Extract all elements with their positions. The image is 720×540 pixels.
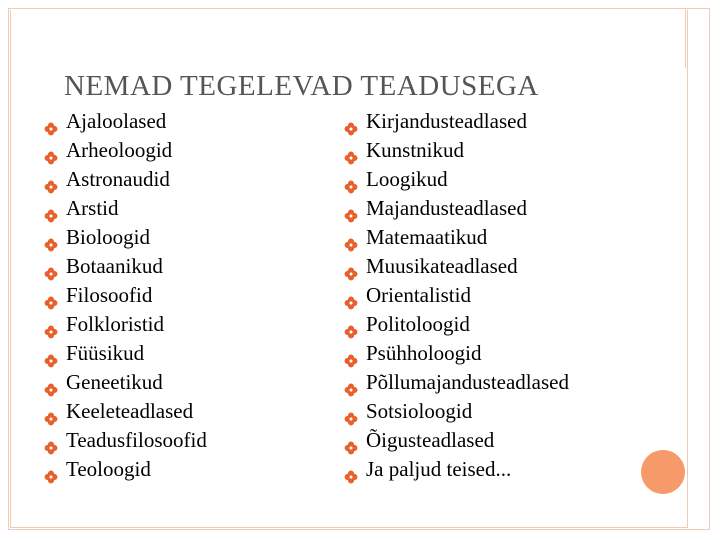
list-item <box>44 397 207 426</box>
list-item <box>44 339 207 368</box>
list-item-label: Botaanikud <box>66 254 163 278</box>
clover-leaf-icon <box>44 376 58 390</box>
list-item-label: Loogikud <box>366 167 448 191</box>
list-item <box>44 165 207 194</box>
clover-leaf-icon <box>44 173 58 187</box>
list-item <box>44 107 207 136</box>
list-item <box>44 455 207 484</box>
clover-leaf-icon <box>344 115 358 129</box>
list-item <box>44 136 207 165</box>
clover-leaf-icon <box>44 144 58 158</box>
list-item-label: Kirjandusteadlased <box>366 109 527 133</box>
left-list <box>44 107 207 484</box>
clover-leaf-icon <box>344 376 358 390</box>
list-item-label: Keeleteadlased <box>66 399 194 423</box>
list-item <box>344 397 569 426</box>
list-item-label: Majandusteadlased <box>366 196 527 220</box>
list-item-label: Astronaudid <box>66 167 170 191</box>
clover-leaf-icon <box>44 405 58 419</box>
list-item-label: Bioloogid <box>66 225 151 249</box>
list-item <box>344 281 569 310</box>
clover-leaf-icon <box>344 202 358 216</box>
clover-leaf-icon <box>44 260 58 274</box>
list-item <box>44 252 207 281</box>
clover-leaf-icon <box>44 289 58 303</box>
list-item <box>344 426 569 455</box>
list-item <box>44 368 207 397</box>
clover-leaf-icon <box>344 173 358 187</box>
clover-leaf-icon <box>344 405 358 419</box>
clover-leaf-icon <box>344 347 358 361</box>
list-item-label: Orientalistid <box>366 283 471 307</box>
list-item-label: Kunstnikud <box>366 138 465 162</box>
clover-leaf-icon <box>44 231 58 245</box>
list-item <box>344 455 569 484</box>
list-item-label: Filosoofid <box>66 283 153 307</box>
clover-leaf-icon <box>344 260 358 274</box>
list-item <box>44 426 207 455</box>
list-item-label: Psühholoogid <box>366 341 482 365</box>
list-item <box>344 165 569 194</box>
list-item <box>344 252 569 281</box>
list-item-label: Teoloogid <box>66 457 151 481</box>
list-item <box>344 310 569 339</box>
list-item-label: Põllumajandusteadlased <box>366 370 569 394</box>
list-item <box>44 310 207 339</box>
list-item <box>344 107 569 136</box>
list-item-label: Matemaatikud <box>366 225 488 249</box>
decorative-circle <box>641 450 685 494</box>
clover-leaf-icon <box>44 115 58 129</box>
clover-leaf-icon <box>44 347 58 361</box>
clover-leaf-icon <box>44 202 58 216</box>
list-item-label: Teadusfilosoofid <box>66 428 207 452</box>
clover-leaf-icon <box>44 318 58 332</box>
clover-leaf-icon <box>344 434 358 448</box>
list-item-label: Sotsioloogid <box>366 399 473 423</box>
list-item-label: Õigusteadlased <box>366 428 495 452</box>
clover-leaf-icon <box>344 318 358 332</box>
list-item-label: Arheoloogid <box>66 138 173 162</box>
clover-leaf-icon <box>44 463 58 477</box>
list-item <box>344 194 569 223</box>
list-item <box>344 339 569 368</box>
list-item-label: Folkloristid <box>66 312 165 336</box>
list-item-label: Geneetikud <box>66 370 163 394</box>
list-item-label: Arstid <box>66 196 119 220</box>
list-item <box>344 368 569 397</box>
list-item <box>344 136 569 165</box>
list-item-label: Füüsikud <box>66 341 145 365</box>
clover-leaf-icon <box>344 463 358 477</box>
list-item-label: Politoloogid <box>366 312 470 336</box>
clover-leaf-icon <box>344 231 358 245</box>
list-item <box>344 223 569 252</box>
list-item-label: Muusikateadlased <box>366 254 518 278</box>
clover-leaf-icon <box>344 289 358 303</box>
slide-title: NEMAD TEGELEVAD TEADUSEGA <box>64 70 539 102</box>
slide-frame-rule <box>685 8 686 68</box>
clover-leaf-icon <box>344 144 358 158</box>
list-item-label: Ja paljud teised... <box>366 457 512 481</box>
list-item <box>44 194 207 223</box>
clover-leaf-icon <box>44 434 58 448</box>
list-item <box>44 223 207 252</box>
list-item <box>44 281 207 310</box>
list-item-label: Ajaloolased <box>66 109 167 133</box>
right-list <box>344 107 569 484</box>
